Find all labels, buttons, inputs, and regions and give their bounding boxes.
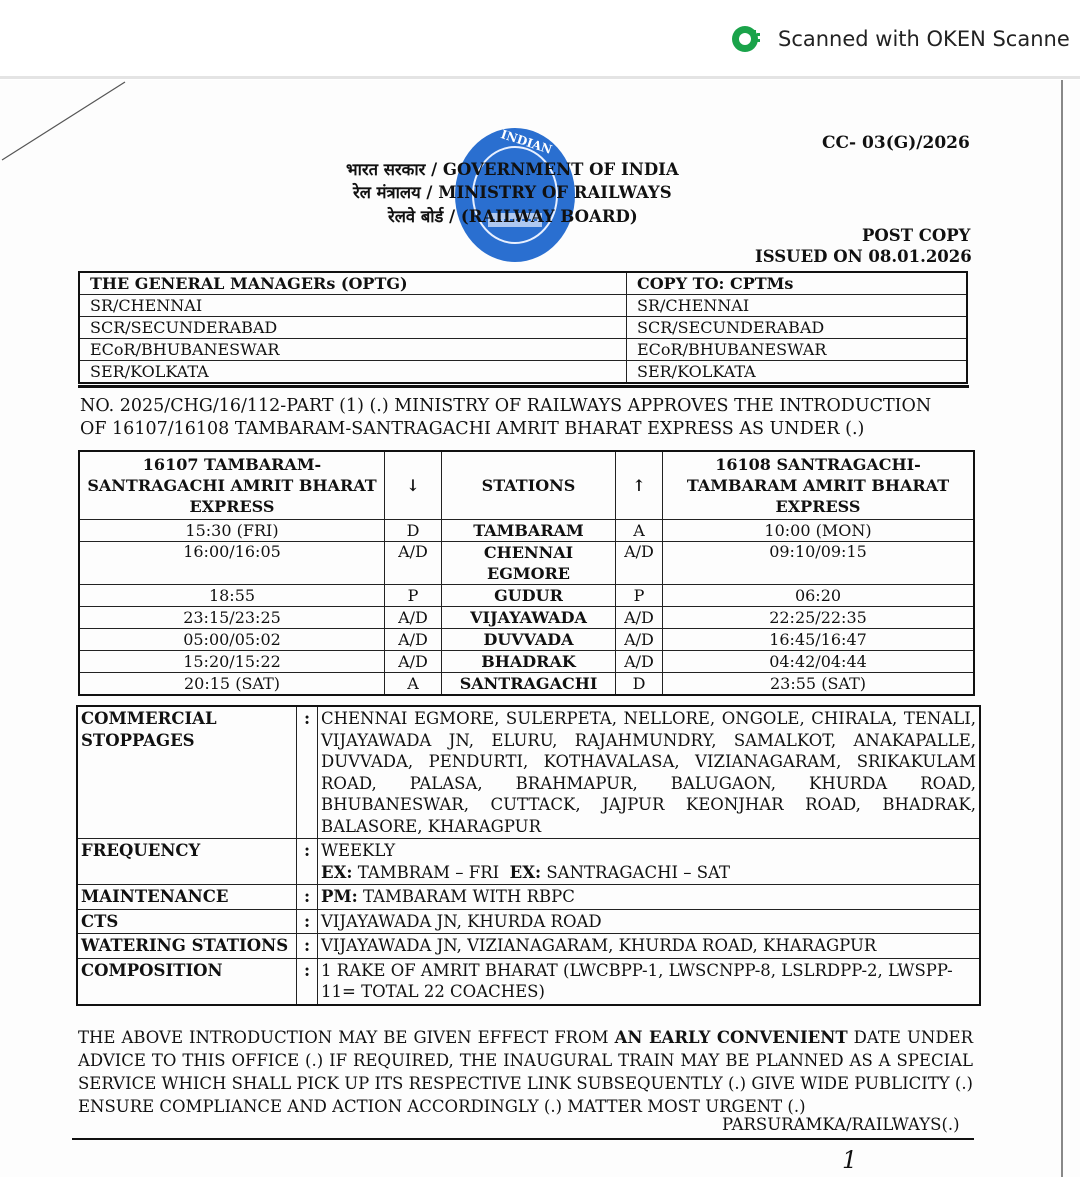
down-time: 20:15 (SAT) <box>79 673 385 696</box>
up-time: 09:10/09:15 <box>663 542 975 585</box>
timetable-row <box>79 673 974 696</box>
down-train-header: 16107 TAMBARAM-SANTRAGACHI AMRIT BHARAT EXPRESS <box>79 451 385 520</box>
down-time: 15:30 (FRI) <box>79 520 385 542</box>
ex-value: TAMBRAM – FRI <box>357 862 500 882</box>
up-code: P <box>616 585 663 607</box>
station-name: GUDUR <box>442 585 616 607</box>
timetable-row <box>79 542 974 585</box>
stations-header: STATIONS <box>442 451 616 520</box>
up-time: 06:20 <box>663 585 975 607</box>
up-code: A/D <box>616 542 663 585</box>
commercial-stoppages-row <box>77 706 980 839</box>
timetable-row <box>79 651 974 673</box>
down-code: D <box>385 520 442 542</box>
addressee-row <box>79 339 967 361</box>
watering-stations-row <box>77 934 980 959</box>
timetable-row <box>79 520 974 542</box>
station-name: VIJAYAWADA <box>442 607 616 629</box>
addressee-row <box>79 317 967 339</box>
closing-text: DATE UNDER ADVICE TO THIS OFFICE (.) IF REQUIRED, THE INAUGURAL TRAIN MAY BE PLANNED AS A SPECIAL SERVICE WHICH SHALL PICK UP ITS RESPECTIVE LINK SUBSEQUENTLY (.) GIVE WIDE PUBLICITY (.) ENSURE COMPLIANCE AND ACTION ACCORDINGLY (.) MATTER MOST URGENT (.) <box>78 1028 974 1116</box>
station-name: DUVVADA <box>442 629 616 651</box>
pm-label: PM: <box>321 887 358 906</box>
page-mark: 1 <box>842 1146 858 1174</box>
cts-value: VIJAYAWADA JN, KHURDA ROAD <box>318 909 981 934</box>
addressee-header-row <box>79 272 967 295</box>
seal-text: INDIAN <box>499 127 554 157</box>
subject <box>80 395 931 441</box>
colon: : <box>297 706 318 839</box>
addressee-row <box>79 361 967 384</box>
copy-entry: SR/CHENNAI <box>626 295 967 317</box>
to-entry: ECoR/BHUBANESWAR <box>79 339 626 361</box>
train-info-table <box>76 705 981 1006</box>
commercial-stoppages-value: CHENNAI EGMORE, SULERPETA, NELLORE, ONGOLE, CHIRALA, TENALI, VIJAYAWADA JN, ELURU, RAJAHMUNDRY, SAMALKOT, ANAKAPALLE, DUVVADA, PENDURTI, KOTHAVALASA, VIZIANAGARAM, SRIKAKULAM ROAD, PALASA, BRAHMAPUR, BALUGAON, KHURDA ROAD, BHUBANESWAR, CUTTACK, JAJPUR KEONJHAR ROAD, BHADRAK, BALASORE, KHARAGPUR <box>318 706 981 839</box>
maintenance-label: MAINTENANCE <box>77 885 297 910</box>
letterhead-ministry <box>353 180 672 203</box>
down-arrow-icon: ↓ <box>385 451 442 520</box>
watering-stations-label: WATERING STATIONS <box>77 934 297 959</box>
closing-paragraph <box>78 1026 973 1118</box>
divider <box>78 385 969 388</box>
closing-text: THE ABOVE INTRODUCTION MAY BE GIVEN EFFECT FROM <box>78 1028 609 1047</box>
timetable-header-row <box>79 451 974 520</box>
ex-value: SANTRAGACHI – SAT <box>546 862 731 882</box>
to-entry: SER/KOLKATA <box>79 361 626 384</box>
colon: : <box>297 839 318 885</box>
down-time: 15:20/15:22 <box>79 651 385 673</box>
timetable-row <box>79 607 974 629</box>
ex-label: EX: <box>321 862 353 882</box>
page-edge <box>1061 80 1063 1177</box>
up-time: 04:42/04:44 <box>663 651 975 673</box>
copy-entry: SER/KOLKATA <box>626 361 967 384</box>
oken-logo-icon <box>730 22 764 56</box>
ex-label: EX: <box>509 862 542 882</box>
up-time: 22:25/22:35 <box>663 607 975 629</box>
down-time: 16:00/16:05 <box>79 542 385 585</box>
frequency-row <box>77 839 980 885</box>
frequency-value <box>318 839 981 885</box>
up-code: D <box>616 673 663 696</box>
hindi-ministry: रेल मंत्रालय / <box>353 183 433 202</box>
down-code: A/D <box>385 651 442 673</box>
maintenance-value <box>318 885 981 910</box>
copy-entry: ECoR/BHUBANESWAR <box>626 339 967 361</box>
up-time: 23:55 (SAT) <box>663 673 975 696</box>
up-time: 16:45/16:47 <box>663 629 975 651</box>
timetable <box>78 450 975 696</box>
down-time: 23:15/23:25 <box>79 607 385 629</box>
scanner-label: Scanned with OKEN Scanne <box>778 27 1070 51</box>
up-code: A/D <box>616 651 663 673</box>
up-code: A/D <box>616 607 663 629</box>
timetable-row <box>79 585 974 607</box>
to-entry: SR/CHENNAI <box>79 295 626 317</box>
govt-name: GOVERNMENT OF INDIA <box>442 160 679 179</box>
down-code: A/D <box>385 607 442 629</box>
post-copy-label: POST COPY <box>862 226 971 245</box>
down-code: A <box>385 673 442 696</box>
down-code: A/D <box>385 629 442 651</box>
down-time: 05:00/05:02 <box>79 629 385 651</box>
station-name: SANTRAGACHI <box>442 673 616 696</box>
up-arrow-icon: ↑ <box>616 451 663 520</box>
composition-row <box>77 958 980 1005</box>
board-name: (RAILWAY BOARD) <box>460 207 638 226</box>
timetable-row <box>79 629 974 651</box>
maintenance-row <box>77 885 980 910</box>
ministry-name: MINISTRY OF RAILWAYS <box>438 183 672 202</box>
up-time: 10:00 (MON) <box>663 520 975 542</box>
scanned-document <box>0 80 1080 1177</box>
watering-stations-value: VIJAYAWADA JN, VIZIANAGARAM, KHURDA ROAD, KHARAGPUR <box>318 934 981 959</box>
copy-entry: SCR/SECUNDERABAD <box>626 317 967 339</box>
closing-emphasis: AN EARLY CONVENIENT <box>614 1028 848 1047</box>
subject-line: OF 16107/16108 TAMBARAM-SANTRAGACHI AMRIT BHARAT EXPRESS AS UNDER (.) <box>80 419 865 439</box>
cts-label: CTS <box>77 909 297 934</box>
station-name: TAMBARAM <box>442 520 616 542</box>
commercial-stoppages-label: COMMERCIAL STOPPAGES <box>77 706 297 839</box>
hindi-board: रेलवे बोर्ड / <box>388 207 456 226</box>
cts-row <box>77 909 980 934</box>
colon: : <box>297 934 318 959</box>
to-entry: SCR/SECUNDERABAD <box>79 317 626 339</box>
to-header: THE GENERAL MANAGERs (OPTG) <box>79 272 626 295</box>
scanner-badge <box>730 22 1070 56</box>
colon: : <box>297 958 318 1005</box>
composition-value: 1 RAKE OF AMRIT BHARAT (LWCBPP-1, LWSCNPP-8, LSLRDPP-2, LWSPP-11= TOTAL 22 COACHES) <box>318 958 981 1005</box>
copy-header: COPY TO: CPTMs <box>626 272 967 295</box>
up-train-header: 16108 SANTRAGACHI-TAMBARAM AMRIT BHARAT EXPRESS <box>663 451 975 520</box>
addressee-row <box>79 295 967 317</box>
station-name: BHADRAK <box>442 651 616 673</box>
down-code: A/D <box>385 542 442 585</box>
up-code: A/D <box>616 629 663 651</box>
frequency-details <box>321 862 976 884</box>
colon: : <box>297 885 318 910</box>
addressee-table <box>78 271 968 384</box>
bottom-rule <box>72 1138 974 1140</box>
composition-label: COMPOSITION <box>77 958 297 1005</box>
hindi-govt: भारत सरकार / <box>346 160 438 179</box>
signature: PARSURAMKA/RAILWAYS(.) <box>722 1115 960 1134</box>
down-time: 18:55 <box>79 585 385 607</box>
frequency-text: WEEKLY <box>321 841 396 860</box>
colon: : <box>297 909 318 934</box>
scanner-bar <box>0 0 1080 79</box>
letterhead-board <box>388 204 638 227</box>
fold-line <box>0 80 140 170</box>
issued-date: ISSUED ON 08.01.2026 <box>755 247 972 266</box>
letterhead-govt <box>346 157 679 180</box>
down-code: P <box>385 585 442 607</box>
frequency-label: FREQUENCY <box>77 839 297 885</box>
reference-number: CC- 03(G)/2026 <box>822 133 970 153</box>
maintenance-text: TAMBARAM WITH RBPC <box>363 887 575 906</box>
station-name: CHENNAI EGMORE <box>442 542 616 585</box>
up-code: A <box>616 520 663 542</box>
subject-line: NO. 2025/CHG/16/112-PART (1) (.) MINISTRY OF RAILWAYS APPROVES THE INTRODUCTION <box>80 396 932 416</box>
